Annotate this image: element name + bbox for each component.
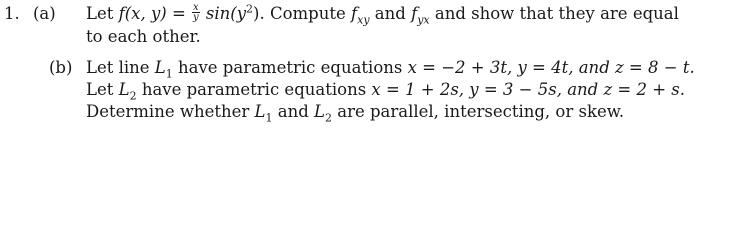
part-a-line-2: to each other. — [86, 27, 201, 46]
part-b-line-1: Let line $L_1$ have parametric equations x = −2 + 3t, y = 4t, and z = 8 − t. — [86, 58, 695, 81]
part-b-line-3: Determine whether $L_1$ and $L_2$ are parallel, intersecting, or skew. — [86, 102, 625, 125]
part-a-line-1: Let f(x, y) = $\frac{x}{y}$ $\sin(y^2)$. Compute $f_{xy}$ and $f_{yx}$ and show that they are equal — [86, 2, 679, 27]
fraction-x-over-y: $\frac{x}{y}$ — [193, 2, 199, 23]
part-b-line-2: Let $L_2$ have parametric equations x = 1 + 2s, y = 3 − 5s, and z = 2 + s. — [86, 80, 686, 103]
part-a-label: (a) — [33, 4, 56, 23]
problem-number: 1. — [4, 4, 20, 23]
part-b-label: (b) — [49, 58, 73, 77]
